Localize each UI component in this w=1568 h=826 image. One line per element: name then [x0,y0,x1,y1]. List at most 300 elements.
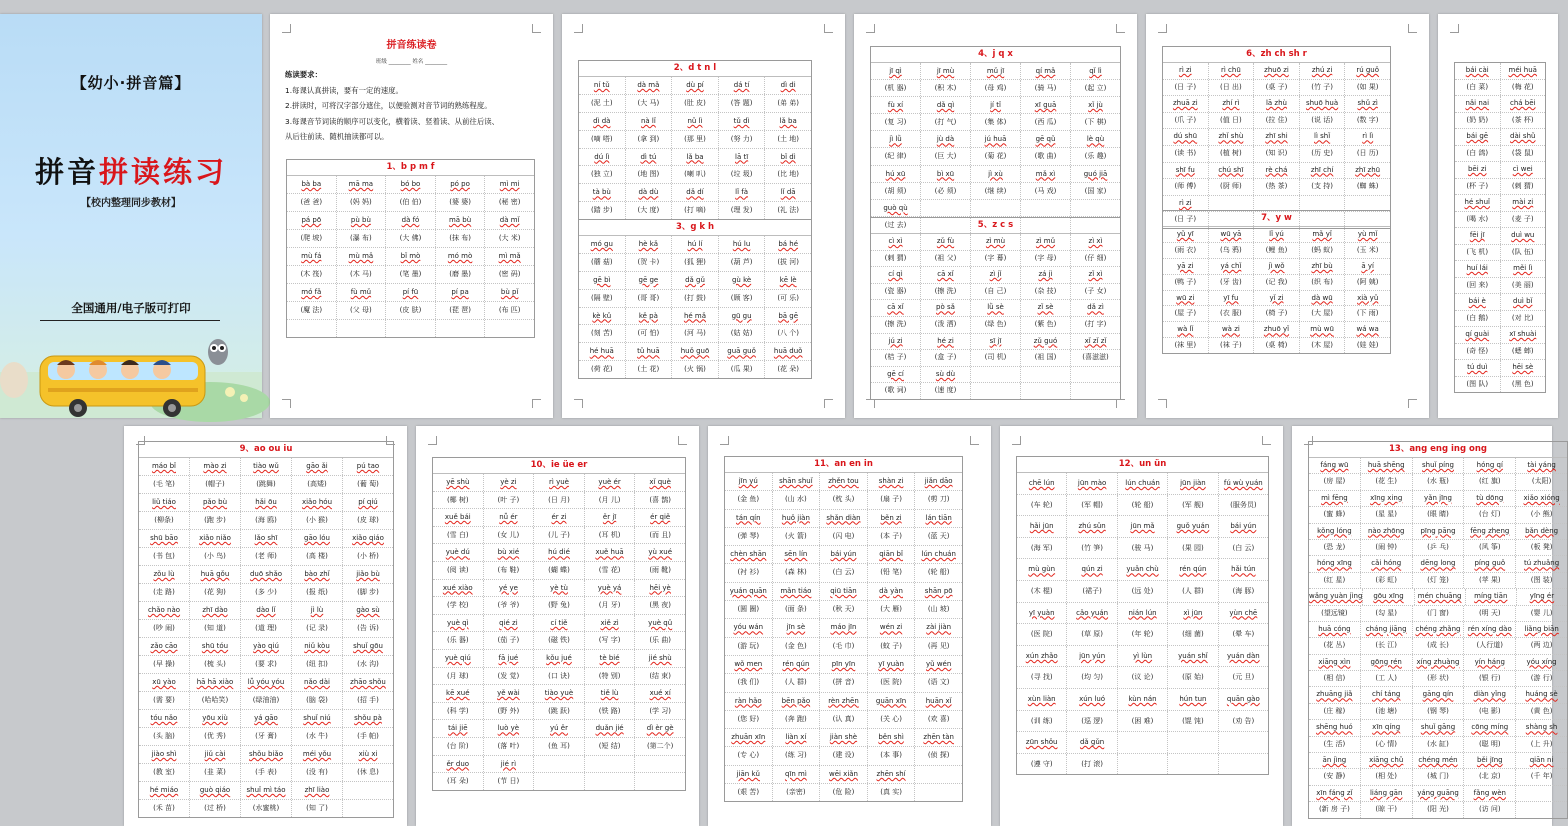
pinyin-cell: fēng zheng [1464,524,1516,539]
hanzi-cell: (葡 萄) [357,480,379,488]
pinyin-cell: chéng zhǎng [1413,622,1465,637]
hanzi-row [1017,538,1268,560]
pinyin-cell: mù gùn [1017,559,1067,580]
pinyin-row [871,300,1120,317]
hanzi-cell: (望远镜) [1309,606,1361,621]
pinyin-cell: bái è [1455,294,1501,310]
hanzi-cell: (积 木) [921,80,971,96]
pinyin-cell: hú lu [719,236,766,253]
page-corner-mark [574,24,583,33]
pinyin-cell [1516,786,1567,801]
pinyin-cell: tè bié [585,650,636,667]
pinyin-cell: mǎ xì [1021,166,1071,182]
hanzi-row [1017,624,1268,646]
pinyin-cell: kě pà [626,308,673,325]
hanzi-cell: (您 好) [725,711,773,728]
pinyin-cell: jié rì [484,756,535,773]
hanzi-cell: (枕 头) [820,491,868,508]
pinyin-cell: zhuān xīn [725,729,773,746]
hanzi-row [579,202,811,219]
hanzi-row [1455,212,1545,229]
hanzi-cell: (真 实) [868,784,916,801]
cover-page[interactable] [0,14,262,418]
pinyin-row [579,343,811,361]
hanzi-cell: (招 手) [357,696,379,704]
hanzi-row [1309,638,1567,654]
hanzi-cell: (服务员) [1230,500,1257,509]
pinyin-row [725,766,962,784]
pinyin-cell: chéng mén [1413,753,1465,768]
hanzi-cell [534,773,585,790]
worksheet-page-8[interactable] [708,426,991,826]
pinyin-cell: niǔ kòu [292,638,343,655]
hanzi-cell: (知 道) [190,620,241,637]
pinyin-row [579,149,811,167]
pinyin-cell: yǐ zi [1254,291,1300,306]
pinyin-cell: xiāng xìn [1309,655,1361,670]
hanzi-row [871,114,1120,131]
pinyin-cell: zhī liào [292,782,343,799]
hanzi-row [1455,311,1545,328]
hanzi-cell: (河 马) [672,325,719,342]
pinyin-cell: yù mǐ [1357,230,1378,238]
hanzi-cell: (茄 子) [484,632,535,649]
hanzi-cell: (祖 父) [921,251,971,267]
hanzi-cell: (帽子) [190,476,241,493]
pinyin-row [139,530,393,548]
pinyin-cell: yín háng [1464,655,1516,670]
pinyin-cell: rì chū [1209,63,1255,79]
hanzi-cell: (手 表) [241,764,292,781]
hanzi-cell: (速 度) [921,383,971,399]
hanzi-cell: (支 持) [1300,179,1346,195]
hanzi-cell: (飞 机) [1455,245,1501,261]
hanzi-cell: (水 瓶) [1413,474,1465,489]
hanzi-cell: (形 状) [1413,671,1465,686]
hanzi-cell: (面 条) [773,601,821,618]
hanzi-row [1455,179,1545,196]
pinyin-cell: qí guài [1455,327,1501,343]
hanzi-cell: (台 灯) [1464,507,1516,522]
pinyin-cell: yuè ér [585,474,636,491]
pinyin-cell: zhǐ shù [1209,129,1255,145]
hanzi-cell: (泼 洒) [921,317,971,333]
pinyin-cell: bái yún [1230,522,1257,531]
pinyin-cell: jī qì [871,63,921,79]
pinyin-cell: nǎi nai [1455,96,1501,112]
pinyin-cell: yú ěr [534,720,585,737]
hanzi-cell: (铅 笔) [868,564,916,581]
hanzi-cell: (月 儿) [585,492,636,509]
pinyin-cell: ān jìng [1309,753,1361,768]
pinyin-cell: zì mǔ [1021,234,1071,250]
pinyin-cell: shàng sh [1525,723,1558,732]
page-corner-mark [532,24,541,33]
pinyin-cell: xīng xing [1361,491,1413,506]
pinyin-cell: wén zi [868,619,916,636]
cover-subtitle: 【校内整理同步教材】 [81,198,181,209]
hanzi-cell: (森 林) [773,564,821,581]
hanzi-cell: (牙 齿) [1209,275,1255,290]
pinyin-cell: dài shǔ [1510,132,1536,140]
hanzi-cell: (告 诉) [357,624,379,632]
hanzi-cell: (轮 船) [927,568,950,577]
hanzi-cell: (秋 天) [820,601,868,618]
hanzi-cell [1219,754,1268,775]
pinyin-cell: gāo lóu [292,530,343,547]
worksheet-title: 拼音练读卷 [386,40,437,51]
page-corner-mark [1408,24,1417,33]
hanzi-cell: (房 屋) [1309,474,1361,489]
hanzi-cell: (手 帕) [357,732,379,740]
pinyin-cell: kǒu jué [534,650,585,667]
hanzi-cell: (独 立) [579,166,626,183]
pinyin-cell: pí qiú [358,498,378,506]
pinyin-cell: gē bì [579,272,626,289]
pinyin-cell: qǐ lì [1089,67,1102,75]
hanzi-cell: (教 室) [139,764,190,781]
worksheet-page-10[interactable] [1292,426,1560,826]
hanzi-cell: (笔 墨) [386,266,436,283]
hanzi-row [1455,377,1545,393]
pinyin-cell: yé ye [484,580,535,597]
hanzi-cell: (灯 笼) [1413,573,1465,588]
pinyin-cell: qí mǎ [1021,63,1071,79]
worksheet-page-6[interactable] [124,426,407,826]
pinyin-cell: tiào wǔ [241,458,292,475]
pinyin-cell: luò yè [484,720,535,737]
hanzi-cell: (安 静) [1309,769,1361,784]
pinyin-cell: nǎo dài [292,674,343,691]
hanzi-cell: (火 锅) [672,361,719,378]
pinyin-row [1017,689,1268,711]
pinyin-cell: jīn sè [773,619,821,636]
page-corner-mark [574,399,583,408]
pinyin-cell: dá tí [719,77,766,94]
pinyin-row [725,473,962,491]
hanzi-cell: (蝴 蝶) [534,562,585,579]
pinyin-row [1455,327,1545,344]
worksheet-page-3[interactable] [854,14,1137,418]
hanzi-cell: (上 升) [1530,739,1553,748]
pinyin-cell: mù wū [1300,322,1346,337]
hanzi-cell: (口 诀) [534,668,585,685]
hanzi-cell: (轮 船) [1118,495,1168,516]
section-heading: 11、an en in [725,457,962,473]
hanzi-cell: (学 习) [649,706,672,715]
hanzi-cell: (女 儿) [484,527,535,544]
pinyin-cell: duō shǎo [241,566,292,583]
hanzi-cell: (椅 子) [1254,306,1300,321]
pinyin-cell [386,320,436,337]
pinyin-cell: dì dà [579,113,626,130]
worksheet-page-5[interactable] [1438,14,1558,418]
pinyin-cell: cí qì [871,267,921,283]
hanzi-cell: (祖 国) [1021,350,1071,366]
pinyin-cell: méi yǒu [292,746,343,763]
cover-title-black: 拼音 [34,155,99,189]
hanzi-cell [971,383,1021,399]
hanzi-row [287,266,534,284]
hanzi-cell: (相 处) [1361,769,1413,784]
pinyin-cell: lǜ sè [971,300,1021,316]
hanzi-cell: (车 轮) [1017,495,1067,516]
pinyin-cell: hēi sè [1512,363,1534,371]
pinyin-cell: tái jiē [433,720,484,737]
hanzi-row [1163,146,1390,163]
pinyin-cell: jiǔ cài [190,746,241,763]
hanzi-cell: (理 发) [719,202,766,219]
pinyin-cell: bǐ mò [386,248,436,265]
pinyin-cell: dà yàn [868,583,916,600]
hanzi-row [579,131,811,149]
class-name-line: 班级 ________ 姓名 ________ [375,59,448,65]
hanzi-cell: (休 息) [357,768,379,776]
hanzi-cell: (对 比) [1511,313,1534,322]
hanzi-cell: (值 日) [1209,113,1255,129]
hanzi-cell: (而 且) [649,530,672,539]
pinyin-cell: jí tǐ [971,97,1021,113]
hanzi-cell: (眼 睛) [1413,507,1465,522]
section-heading: 3、g k h [579,220,811,236]
pinyin-row [139,782,393,800]
worksheet-page-1[interactable] [270,14,553,418]
hanzi-row [433,738,685,756]
pinyin-cell: zhí rì [1209,96,1255,112]
hanzi-cell: (织 布) [1300,275,1346,290]
pinyin-row [1017,603,1268,625]
pinyin-cell: qiān bǐ [868,546,916,563]
hanzi-cell: (再 见) [927,641,950,650]
pinyin-cell: zá jì [1021,267,1071,283]
hanzi-cell: (太阳) [1531,477,1552,486]
hanzi-cell: (脑 袋) [292,692,343,709]
hanzi-cell: (毛 笔) [139,476,190,493]
pinyin-cell: liǔ tiáo [139,494,190,511]
hanzi-cell: (语 文) [927,678,950,687]
cover-title [0,150,262,191]
pinyin-row [871,334,1120,351]
pinyin-cell: nà lǐ [626,113,673,130]
requirement-line: 从后往前读、随机抽读都可以。 [285,132,389,141]
pinyin-cell: zhuāng jiǎ [1309,687,1361,702]
hanzi-cell: (晾 干) [1361,802,1413,817]
pinyin-cell [485,320,534,337]
hanzi-cell: (母 鸡) [971,80,1021,96]
hanzi-cell: (金 色) [773,638,821,655]
pinyin-cell: huā gǒu [190,566,241,583]
hanzi-row [1163,306,1390,322]
section-table [870,46,1121,234]
pinyin-cell: pīng pāng [1413,524,1465,539]
pinyin-cell: sī jī [971,334,1021,350]
hanzi-cell: (白 云) [1232,543,1255,552]
hanzi-cell: (早 操) [139,656,190,673]
hanzi-cell: (心 情) [1361,737,1413,752]
pinyin-cell: duǎn jié [585,720,636,737]
hanzi-cell: (雨 衣) [1163,243,1209,258]
pinyin-cell: gū gu [719,308,766,325]
pinyin-cell: gōng rén [1361,655,1413,670]
hanzi-cell: (白 云) [820,564,868,581]
hanzi-cell [635,773,685,790]
pinyin-row [1163,322,1390,338]
hanzi-cell: (建 设) [820,747,868,764]
hanzi-cell: (多 少) [241,584,292,601]
hanzi-cell: (大 屋) [1300,306,1346,321]
hanzi-row [1017,667,1268,689]
worksheet-page-2[interactable] [562,14,845,418]
hanzi-cell: (答 题) [719,95,766,112]
hanzi-cell: (瓷 器) [871,284,921,300]
hanzi-cell: (科 学) [433,703,484,720]
hanzi-cell: (均 匀) [1067,667,1117,688]
page-corner-mark [824,24,833,33]
hanzi-cell: (乒 乓) [1413,540,1465,555]
section-heading: 4、j q x [871,47,1120,63]
pinyin-cell: zài jiàn [926,623,952,632]
pinyin-cell: xīn qíng [1361,720,1413,735]
hanzi-cell: (复 习) [871,114,921,130]
pinyin-cell: dú lì [579,149,626,166]
hanzi-cell: (大 雁) [868,601,916,618]
hanzi-cell: (歌 曲) [1021,148,1071,164]
hanzi-row [139,512,393,530]
pinyin-row [579,77,811,95]
pinyin-cell: xué xiào [433,580,484,597]
hanzi-cell: (电 影) [1464,704,1516,719]
hanzi-cell: (剪 刀) [927,495,950,504]
pinyin-row [1455,129,1545,146]
hanzi-cell: (板 凳) [1530,542,1553,551]
pinyin-cell: yuán quān [725,583,773,600]
hanzi-cell: (馄 饨) [1168,711,1218,732]
pinyin-row [287,284,534,302]
pinyin-cell: rì lì [1362,132,1374,141]
hanzi-cell: (高矮) [292,476,343,493]
pinyin-cell: guā guǒ [719,343,766,360]
hanzi-cell: (黑 色) [1511,379,1534,388]
hanzi-cell [1516,802,1567,817]
pinyin-cell [287,320,337,337]
hanzi-cell: (美 丽) [1511,280,1534,289]
hanzi-cell: (元 旦) [1232,673,1255,682]
pinyin-cell: mó gu [579,236,626,253]
hanzi-cell: (牙 膏) [241,728,292,745]
section-heading: 5、z c s [871,218,1120,234]
hanzi-cell: (花 生) [1361,474,1413,489]
hanzi-cell: (闪 电) [820,528,868,545]
pinyin-cell: chú shī [1209,163,1255,179]
pinyin-cell: xī shuài [1509,330,1537,338]
hanzi-cell: (读 书) [1163,146,1209,162]
hanzi-cell: (柳条) [139,512,190,529]
pinyin-cell: huā shēng [1361,458,1413,473]
worksheet-page-9[interactable] [1000,426,1283,826]
pinyin-cell: yē shù [433,474,484,491]
pinyin-cell: ér qiě [650,513,671,522]
hanzi-cell: (雨 靴) [649,565,672,574]
pinyin-cell: zì xì [1088,237,1103,245]
pinyin-cell: rén xíng dào [1464,622,1516,637]
pinyin-cell: cǎi hóng [1361,556,1413,571]
hanzi-row [287,194,534,212]
hanzi-cell: (大 马) [626,95,673,112]
pinyin-row [1455,195,1545,212]
pinyin-row [287,212,534,230]
pinyin-cell: bái gē [1455,129,1501,145]
pinyin-cell: mó fǎ [287,284,337,301]
pinyin-cell: wǒ men [725,656,773,673]
page-corner-mark [1158,24,1167,33]
requirement-line: 2.拼读时，可将汉字部分遮住，以便验测对音节词的熟练程度。 [285,101,492,110]
hanzi-cell: (蘑 菇) [579,254,626,271]
pinyin-cell: xùn liàn [1017,689,1067,710]
hanzi-row [1017,754,1268,775]
pinyin-cell: dǎ gǔn [1067,732,1117,753]
hanzi-cell: (水蜜桃) [241,800,292,817]
hanzi-cell [915,784,962,801]
hanzi-cell: (水 缸) [1413,737,1465,752]
hanzi-row [1309,671,1567,687]
hanzi-cell: (书 包) [139,548,190,565]
pinyin-cell: lǚ yóu yóu [241,674,292,691]
pinyin-row [1309,458,1567,474]
pinyin-cell: dì tú [626,149,673,166]
pinyin-cell: tú zhuǎng [1524,559,1560,568]
pinyin-row [725,546,962,564]
hanzi-cell: (巡 逻) [1067,711,1117,732]
hanzi-cell: (金 鱼) [725,491,773,508]
hanzi-cell: (困 难) [1118,711,1168,732]
hanzi-cell: (地 图) [626,166,673,183]
hanzi-cell: (打 嘀) [672,202,719,219]
hanzi-row [1309,573,1567,589]
pinyin-cell: lǐ dā [780,188,796,197]
hanzi-cell: (结 束) [649,671,672,680]
pinyin-cell: mì fēng [1309,491,1361,506]
hanzi-cell: (本 事) [868,747,916,764]
hanzi-cell: (跳 跃) [534,703,585,720]
hanzi-cell: (骏 马) [1118,538,1168,559]
hanzi-cell: (蚊 子) [868,638,916,655]
hanzi-cell: (人行道) [1464,638,1516,653]
hanzi-row [287,230,534,248]
hanzi-cell: (遵 守) [1017,754,1067,775]
pinyin-cell: huáng sè [1525,690,1558,699]
pinyin-cell: zì mù [971,234,1021,250]
hanzi-cell: (庄 稼) [1309,704,1361,719]
worksheet-page-4[interactable] [1146,14,1429,418]
worksheet-page-7[interactable] [416,426,699,826]
section-heading: 12、un ün [1017,457,1268,473]
hanzi-row [725,491,962,509]
section-table [138,441,394,818]
hanzi-row [139,476,393,494]
hanzi-cell: (游 行) [1530,674,1553,683]
hanzi-cell: (杯 子) [1455,179,1501,195]
pinyin-cell: dì èr gè [646,724,674,733]
pinyin-cell: shàn zi [868,473,916,490]
hanzi-cell: (下 棋) [1084,118,1107,127]
hanzi-cell: (布 匹) [498,306,521,314]
hanzi-row [1455,80,1545,97]
pinyin-cell: xiǎo xióng [1523,493,1560,502]
hanzi-cell: (头 脑) [139,728,190,745]
pinyin-cell [1118,732,1168,753]
pinyin-cell: ní tǔ [579,77,626,94]
hanzi-cell: (知 了) [292,800,343,817]
